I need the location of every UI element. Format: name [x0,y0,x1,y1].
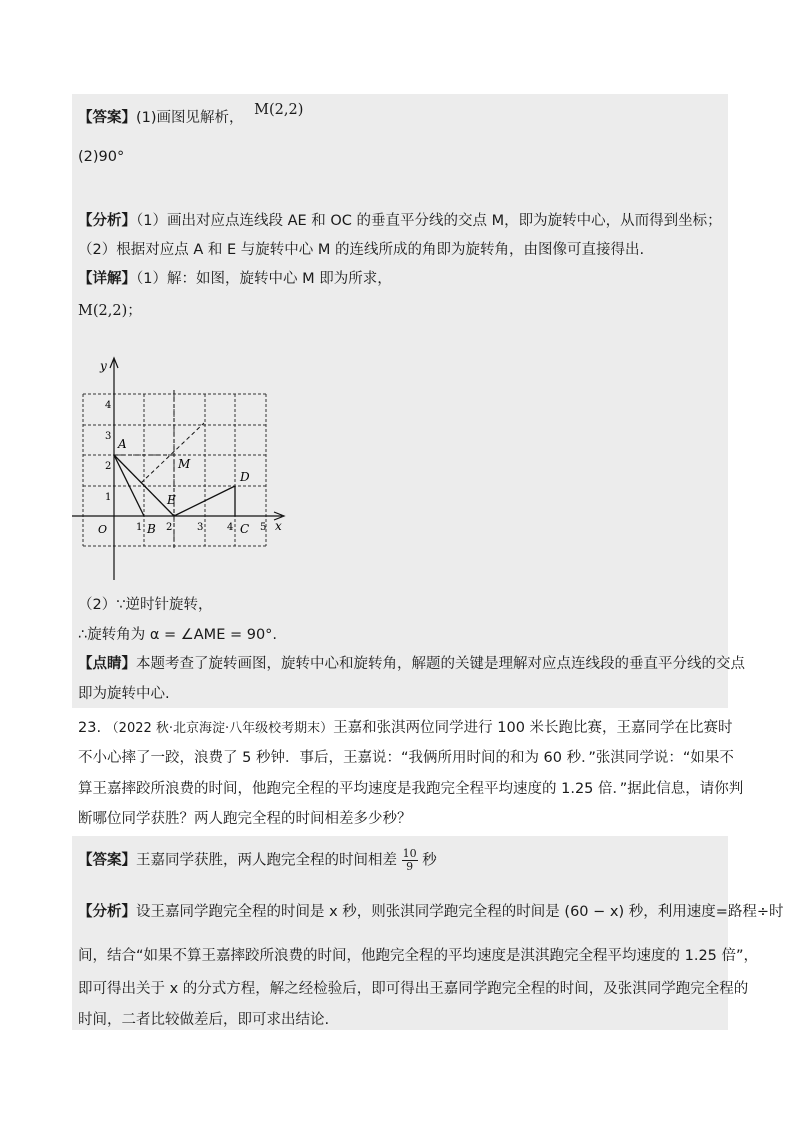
origin-label: O [98,523,108,536]
analysis-23-line-4: 时间，二者比较做差后，即可求出结论. [78,1012,330,1028]
answer-23-line: 【答案】王嘉同学获胜，两人跑完全程的时间相差 $\frac{10}{9}$ 秒 [78,847,437,873]
question-number: 23. [78,720,102,736]
detail-line-1: 【详解】（1）解：如图，旋转中心 M 即为所求， [78,271,392,287]
analysis-line-1: 【分析】（1）画出对应点连线段 AE 和 OC 的垂直平分线的交点 M，即为旋转中心，从而得到坐标； [78,213,722,229]
detail-label: 【详解】 [78,271,136,287]
x-tick-2: 2 [166,522,173,533]
axis-y-label: y [100,359,107,373]
analysis-23-line-2: 间，结合“如果不算王嘉摔跤所浪费的时间，他跑完全程的平均速度是淇淇跑完全程平均速度的 1.25 倍”， [78,948,759,964]
analysis-23-label: 【分析】 [78,904,136,920]
answer-part2: (2)90° [78,149,125,165]
comment-line-1: 【点睛】本题考查了旋转画图，旋转中心和旋转角，解题的关键是理解对应点连线段的垂直平分线的交点 [78,656,745,672]
detail-line-2: （2）∵逆时针旋转， [78,597,213,613]
point-c-label: C [240,522,250,536]
analysis-line-2: （2）根据对应点 A 和 E 与旋转中心 M 的连线所成的角即为旋转角，由图像可直接得出. [78,242,645,258]
analysis-label: 【分析】 [78,213,136,229]
question-source: （2022 秋·北京海淀·八年级校考期末） [105,721,334,736]
x-tick-3: 3 [197,522,204,533]
y-tick-2: 2 [105,461,112,472]
comment-label: 【点睛】 [78,656,136,672]
question-23-line-3: 算王嘉摔跤所浪费的时间，他跑完全程的平均速度是我跑完全程平均速度的 1.25 倍．”据此信息，请你判 [78,781,744,797]
analysis-23-line-3: 即可得出关于 x 的分式方程，解之经检验后，即可得出王嘉同学跑完全程的时间，及张淇同学跑完全程的 [78,981,749,997]
answer-label: 【答案】 [78,110,136,126]
answer-part1: (1)画图见解析， [136,110,244,126]
answer-23-label: 【答案】 [78,852,136,869]
point-d-label: D [240,470,250,484]
x-tick-1: 1 [136,522,143,533]
y-tick-1: 1 [105,492,112,503]
construction-lines [114,390,204,550]
detail-m-coordinate: M(2,2)； [78,303,142,319]
coordinate-figure [72,350,302,590]
comment-line-2: 即为旋转中心. [78,686,170,702]
point-a-label: A [118,437,127,451]
answer-line [78,102,738,128]
point-m-label: M [178,457,191,471]
analysis-23-line-1: 【分析】设王嘉同学跑完全程的时间是 x 秒，则张淇同学跑完全程的时间是 (60 − x) 秒，利用速度=路程÷时 [78,904,784,920]
axis-x-label: x [275,519,282,533]
detail-line-3: ∴旋转角为 α = ∠AME = 90°. [78,627,278,643]
answer-m-coordinate: M(2,2) [254,102,304,118]
point-b-label: B [147,522,156,536]
answer-fraction: $\frac{10}{9}$ [402,847,417,873]
x-tick-4: 4 [227,522,234,533]
y-tick-3: 3 [105,431,112,442]
point-e-label: E [167,493,176,507]
question-23-line-4: 断哪位同学获胜？两人跑完全程的时间相差多少秒？ [78,811,412,827]
question-23-line-1: 23. （2022 秋·北京海淀·八年级校考期末）王嘉和张淇两位同学进行 100 米长跑比赛，王嘉同学在比赛时 [78,720,733,736]
x-tick-5: 5 [260,522,267,533]
y-tick-4: 4 [105,400,112,411]
question-23-line-2: 不小心摔了一跤，浪费了 5 秒钟．事后，王嘉说：“我俩所用时间的和为 60 秒．”张淇同学说：“如果不 [78,750,734,766]
